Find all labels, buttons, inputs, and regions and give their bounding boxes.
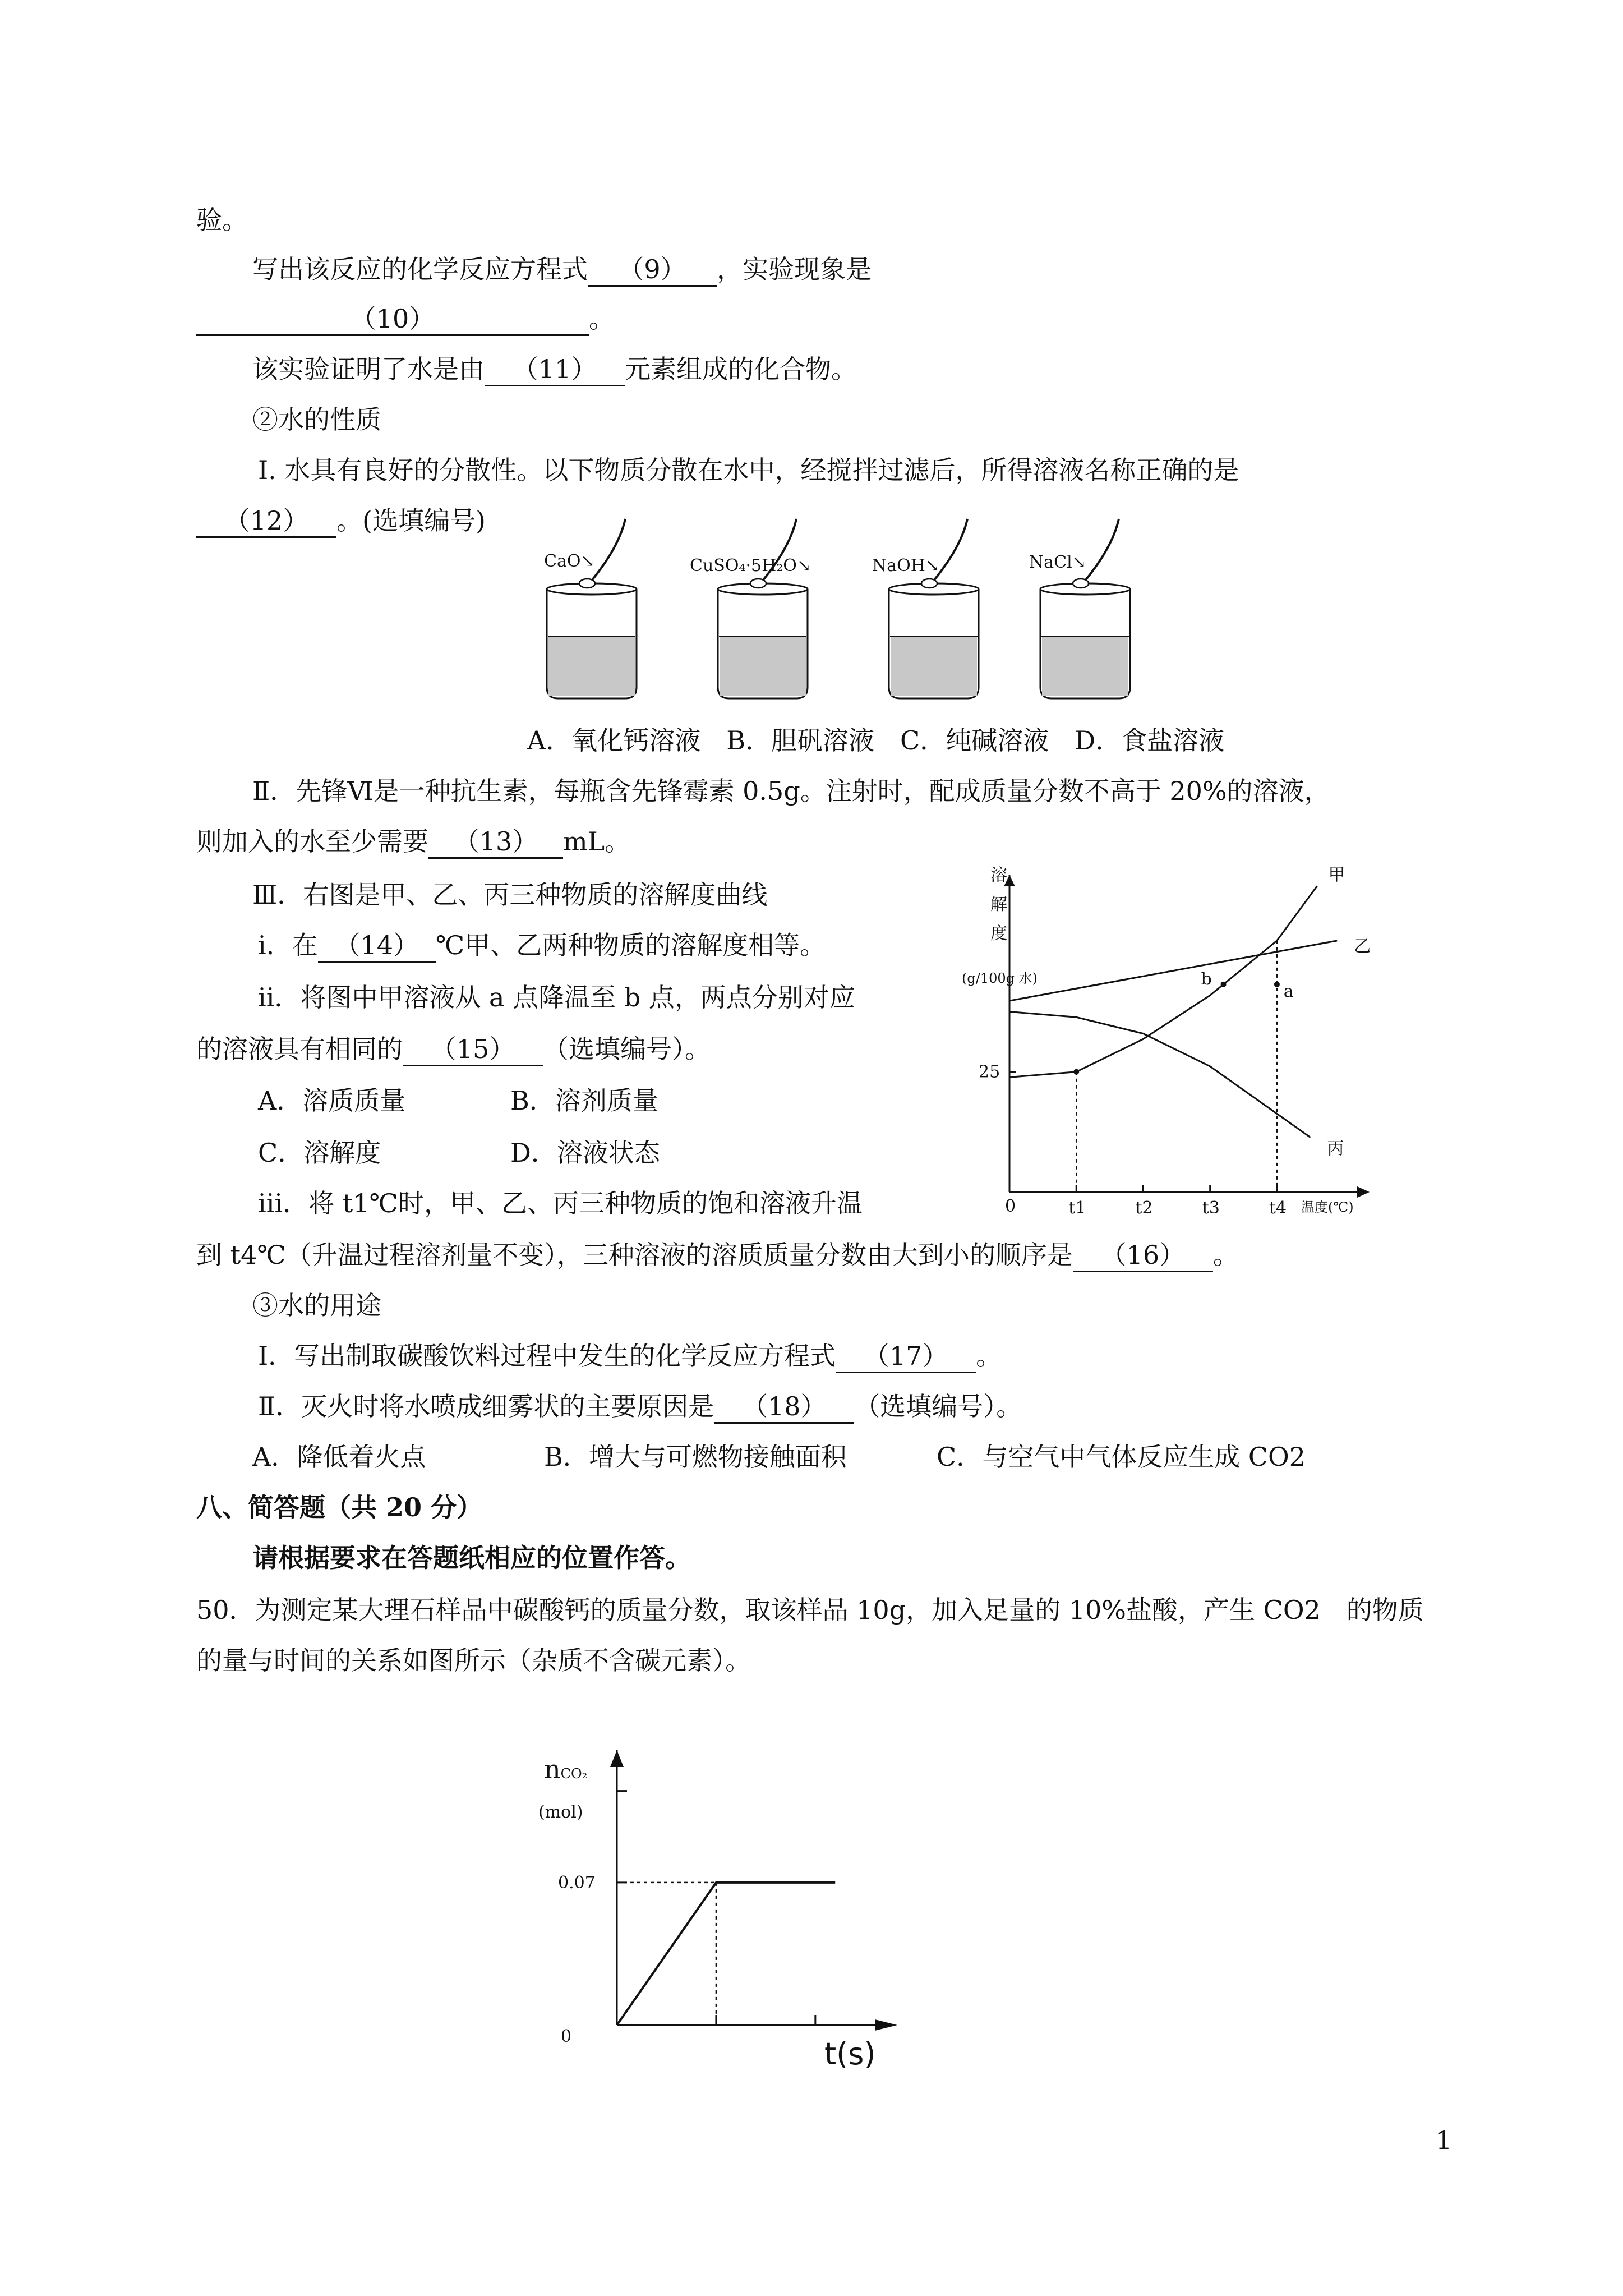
y-axis-label <box>990 866 1007 944</box>
option-b: B．增大与可燃物接触面积 <box>544 1442 847 1472</box>
text-line: 验。 <box>196 205 248 235</box>
answer-blank-17[interactable]: （17） <box>836 1340 976 1373</box>
x-axis-label: t(s) <box>824 2036 876 2072</box>
co2-time-chart <box>505 1722 942 2081</box>
option-c: C．溶解度 <box>258 1138 381 1168</box>
x-axis-arrow <box>875 2019 897 2031</box>
x-tick-label: t3 <box>1202 1198 1220 1218</box>
section-heading: 八、简答题（共 20 分） <box>196 1492 483 1522</box>
answer-blank-16[interactable]: （16） <box>1073 1239 1213 1272</box>
text-line: 写出该反应的化学反应方程式 （9） ，实验现象是 <box>252 252 872 287</box>
option-b: B．溶剂质量 <box>510 1085 658 1116</box>
x-tick-label: t1 <box>1068 1198 1086 1218</box>
x-tick-label: t2 <box>1135 1198 1153 1218</box>
y-tick-label: 0.07 <box>558 1872 596 1893</box>
y-unit: (mol) <box>538 1802 583 1822</box>
text-line: （10） 。 <box>196 302 615 336</box>
x-axis-label: 温度(℃) <box>1301 1199 1354 1215</box>
text-line: ⅱ．将图中甲溶液从 a 点降温至 b 点，两点分别对应 <box>258 982 855 1013</box>
section-instruction: 请根据要求在答题纸相应的位置作答。 <box>252 1543 691 1573</box>
answer-blank-18[interactable]: （18） <box>714 1391 854 1424</box>
point-a <box>1274 982 1280 987</box>
answer-blank-10[interactable]: （10） <box>196 303 589 336</box>
beaker-cao <box>544 519 637 698</box>
options-line: A．氧化钙溶液 B．胆矾溶液 C．纯碱溶液 D．食盐溶液 <box>527 725 1225 756</box>
text-line: ⅰ．在 （14） ℃甲、乙两种物质的溶解度相等。 <box>258 928 826 963</box>
answer-blank-15[interactable]: （15） <box>403 1033 543 1066</box>
beaker-label: CuSO₄·5H₂O↘ <box>690 556 811 576</box>
beaker-label: NaOH↘ <box>872 556 940 576</box>
text-line: 该实验证明了水是由 （11） 元素组成的化合物。 <box>252 352 857 386</box>
text-line: Ⅲ．右图是甲、乙、丙三种物质的溶解度曲线 <box>252 880 768 910</box>
answer-blank-9[interactable]: （9） <box>588 254 717 287</box>
solubility-curve-2 <box>1009 1012 1311 1138</box>
beaker-label: NaCl↘ <box>1029 553 1086 572</box>
option-d: D．溶液状态 <box>510 1138 660 1168</box>
beaker-naoh <box>872 519 979 698</box>
page-number: 1 <box>1436 2125 1453 2155</box>
question-50-cont: 的量与时间的关系如图所示（杂质不含碳元素）。 <box>196 1645 751 1676</box>
point-marker <box>1073 1069 1079 1075</box>
y-tick-label: 25 <box>979 1062 1000 1082</box>
y-label-char: 度 <box>990 924 1007 944</box>
text-line: Ⅰ．写出制取碳酸饮料过程中发生的化学反应方程式 （17） 。 <box>258 1339 1002 1373</box>
point-label: b <box>1201 969 1212 989</box>
beaker-label: CaO↘ <box>544 551 595 571</box>
option-c: C．与空气中气体反应生成 CO2 <box>937 1442 1306 1472</box>
text-line: Ⅱ．灭火时将水喷成细雾状的主要原因是 （18） （选填编号）。 <box>258 1389 1022 1424</box>
y-label-char: 解 <box>990 895 1007 914</box>
co2-curve <box>617 1883 835 2025</box>
point-b <box>1221 982 1227 987</box>
origin-label: 0 <box>561 2027 572 2046</box>
beakers-illustration <box>505 505 1290 729</box>
y-axis-arrow <box>610 1750 624 1767</box>
y-label-char: 溶 <box>990 866 1007 885</box>
answer-blank-14[interactable]: （14） <box>318 930 436 963</box>
x-tick-label: t4 <box>1269 1198 1287 1218</box>
point-label: a <box>1283 981 1294 1001</box>
answer-blank-11[interactable]: （11） <box>485 353 625 386</box>
x-axis-arrow <box>1357 1186 1370 1198</box>
origin-label: 0 <box>1005 1197 1016 1216</box>
text-line: 到 t4℃（升温过程溶剂量不变），三种溶液的溶质质量分数由大到小的顺序是 （16） 。 <box>196 1238 1239 1272</box>
text-line: 则加入的水至少需要 （13） mL。 <box>196 825 630 859</box>
text-line: （12） 。(选填编号) <box>196 504 486 538</box>
answer-blank-13[interactable]: （13） <box>428 826 563 859</box>
text-line: ⅲ．将 t1℃时，甲、乙、丙三种物质的饱和溶液升温 <box>258 1188 863 1218</box>
solubility-chart <box>920 853 1436 1234</box>
y-axis-label: nCO₂ <box>544 1754 588 1784</box>
series-label: 乙 <box>1354 936 1371 956</box>
option-a: A．降低着火点 <box>252 1442 426 1472</box>
text-line: Ⅰ. 水具有良好的分散性。以下物质分散在水中，经搅拌过滤后，所得溶液名称正确的是 <box>258 455 1239 485</box>
answer-blank-12[interactable]: （12） <box>196 505 336 538</box>
series-label: 甲 <box>1328 865 1345 885</box>
solubility-curve-0 <box>1009 886 1317 1077</box>
series-label: 丙 <box>1327 1139 1344 1159</box>
beaker-cuso4 <box>690 519 811 698</box>
text-line: ③水的用途 <box>252 1290 381 1320</box>
y-unit: (g/100g 水) <box>962 970 1038 986</box>
option-a: A．溶质质量 <box>258 1085 406 1116</box>
beaker-nacl <box>1029 519 1130 698</box>
text-line: 的溶液具有相同的 （15） （选填编号）。 <box>196 1032 711 1066</box>
question-50: 50．为测定某大理石样品中碳酸钙的质量分数，取该样品 10g，加入足量的 10%盐酸，产生 CO2 的物质 <box>196 1595 1424 1625</box>
text-line: Ⅱ．先锋Ⅵ是一种抗生素，每瓶含先锋霉素 0.5g。注射时，配成质量分数不高于 20%的溶液， <box>252 776 1330 806</box>
text-line: ②水的性质 <box>252 404 381 435</box>
